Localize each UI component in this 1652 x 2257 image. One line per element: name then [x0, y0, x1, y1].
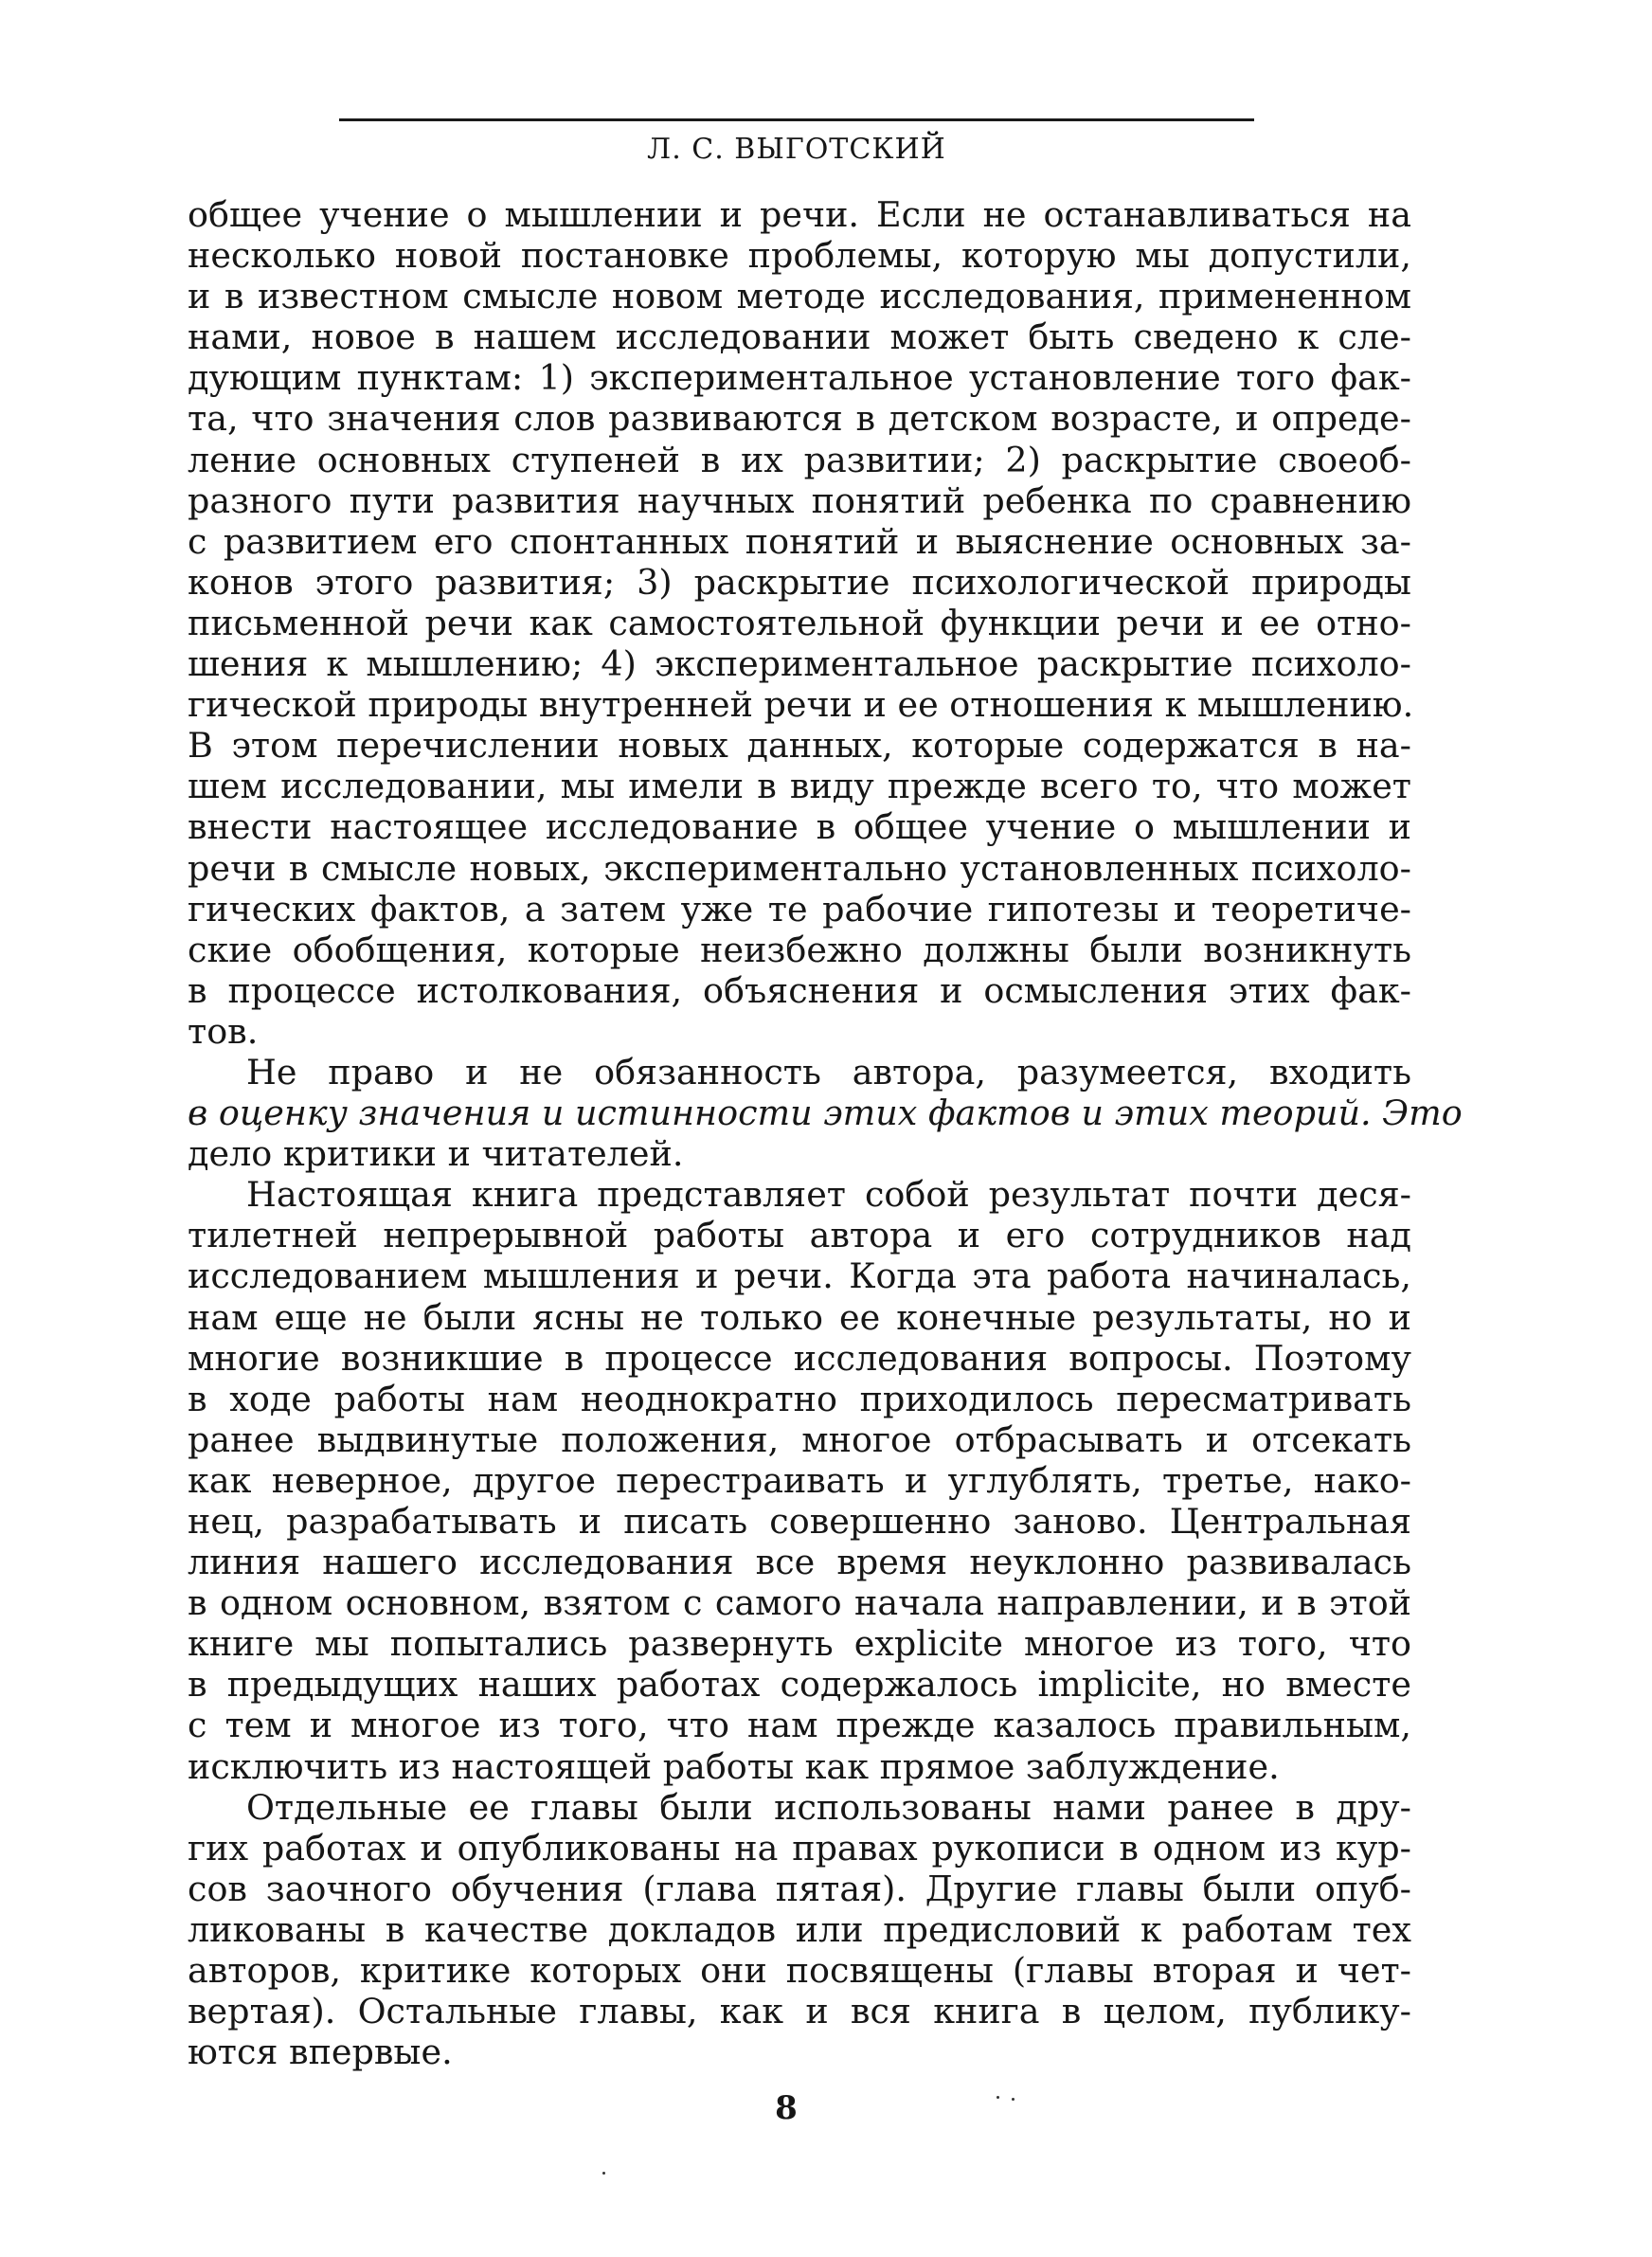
text-line: шем исследовании, мы имели в виду прежде всего то, что может — [188, 766, 1411, 807]
page-number: 8 — [775, 2089, 798, 2127]
text-line: в одном основном, взятом с самого начала направлении, и в этой — [188, 1582, 1411, 1624]
text-line: внести настоящее исследование в общее учение о мышлении и — [188, 806, 1411, 848]
text-line: Настоящая книга представляет собой результат почти деся- — [246, 1174, 1411, 1216]
text-line: нец, разрабатывать и писать совершенно заново. Центральная — [188, 1501, 1411, 1542]
text-line: разного пути развития научных понятий ребенка по сравнению — [188, 479, 1411, 521]
text-line: авторов, критике которых они посвящены (главы вторая и чет- — [188, 1950, 1411, 1992]
text-line: ские обобщения, которые неизбежно должны были возникнуть — [188, 929, 1411, 970]
text-line: исключить из настоящей работы как прямое заблуждение. — [188, 1745, 1280, 1787]
scan-speck — [997, 2096, 999, 2099]
text-line: дело критики и читателей. — [188, 1133, 684, 1175]
text-line: тилетней непрерывной работы автора и его сотрудников над — [188, 1215, 1411, 1256]
text-line: исследованием мышления и речи. Когда эта работа начиналась, — [188, 1255, 1411, 1297]
text-line: гической природы внутренней речи и ее отношения к мышлению. — [188, 684, 1414, 726]
text-line: ликованы в качестве докладов или предисловий к работам тех — [188, 1908, 1411, 1950]
body-text — [188, 194, 1463, 2073]
text-line: общее учение о мышлении и речи. Если не останавливаться на — [188, 194, 1411, 235]
paragraph-2 — [188, 1051, 1463, 1175]
text-line: линия нашего исследования все время неуклонно развивалась — [188, 1542, 1411, 1583]
paragraph-3 — [188, 1174, 1411, 1786]
text-line: Отдельные ее главы были использованы нами ранее в дру- — [246, 1786, 1411, 1828]
text-line: и в известном смысле новом методе исследования, примененном — [188, 276, 1411, 317]
text-line: с тем и многое из того, что нам прежде казалось правильным, — [188, 1705, 1411, 1746]
text-line: нами, новое в нашем исследовании может быть сведено к сле- — [188, 316, 1411, 358]
text-line: гических фактов, а затем уже те рабочие гипотезы и теоретиче- — [188, 888, 1411, 930]
text-line: гих работах и опубликованы на правах рукописи в одном из кур- — [188, 1827, 1411, 1869]
text-line: Не право и не обязанность автора, разумеется, входить — [246, 1051, 1411, 1092]
text-line: ранее выдвинутые положения, многое отбрасывать и отсекать — [188, 1418, 1411, 1460]
text-line: несколько новой постановке проблемы, которую мы допустили, — [188, 235, 1411, 277]
text-line: нам еще не были ясны не только ее конечные результаты, но и — [188, 1296, 1411, 1338]
text-line: как неверное, другое перестраивать и углублять, третье, нако- — [188, 1459, 1411, 1501]
header-rule — [339, 118, 1254, 121]
scan-speck — [602, 2172, 605, 2175]
italic-phrase: в оценку значения и истинности этих фактов и этих теорий. Это — [188, 1092, 1463, 1134]
text-line: многие возникшие в процессе исследования вопросы. Поэтому — [188, 1337, 1411, 1379]
paragraph-1 — [188, 194, 1414, 1052]
paragraph-4 — [188, 1787, 1411, 2073]
text-line: письменной речи как самостоятельной функции речи и ее отно- — [188, 602, 1411, 643]
text-line: В этом перечислении новых данных, которые содержатся в на- — [188, 725, 1411, 767]
text-line-italic — [188, 1092, 1463, 1134]
text-line: та, что значения слов развиваются в детском возрасте, и опреде- — [188, 398, 1411, 440]
text-line: с развитием его спонтанных понятий и выяснение основных за- — [188, 520, 1411, 562]
text-line: речи в смысле новых, экспериментально установленных психоло- — [188, 847, 1411, 889]
text-line: ление основных ступеней в их развитии; 2) раскрытие своеоб- — [188, 439, 1411, 480]
scan-speck — [1012, 2098, 1015, 2101]
text-line: ются впервые. — [188, 2031, 453, 2073]
text-line: конов этого развития; 3) раскрытие психологической природы — [188, 561, 1411, 603]
text-line: в процессе истолкования, объяснения и осмысления этих фак- — [188, 969, 1411, 1011]
text-line: книге мы попытались развернуть explicite многое из того, что — [188, 1623, 1411, 1665]
text-line: в предыдущих наших работах содержалось implicite, но вместе — [188, 1664, 1411, 1706]
text-line: сов заочного обучения (глава пятая). Другие главы были опуб- — [188, 1868, 1411, 1909]
text-line: вертая). Остальные главы, как и вся книга в целом, публику- — [188, 1991, 1411, 2032]
text-line: тов. — [188, 1010, 259, 1052]
text-line: дующим пунктам: 1) экспериментальное установление того фак- — [188, 357, 1411, 399]
text-line: в ходе работы нам неоднократно приходилось пересматривать — [188, 1378, 1411, 1419]
text-line: шения к мышлению; 4) экспериментальное раскрытие психоло- — [188, 643, 1411, 685]
running-head: Л. С. ВЫГОТСКИЙ — [647, 133, 946, 166]
